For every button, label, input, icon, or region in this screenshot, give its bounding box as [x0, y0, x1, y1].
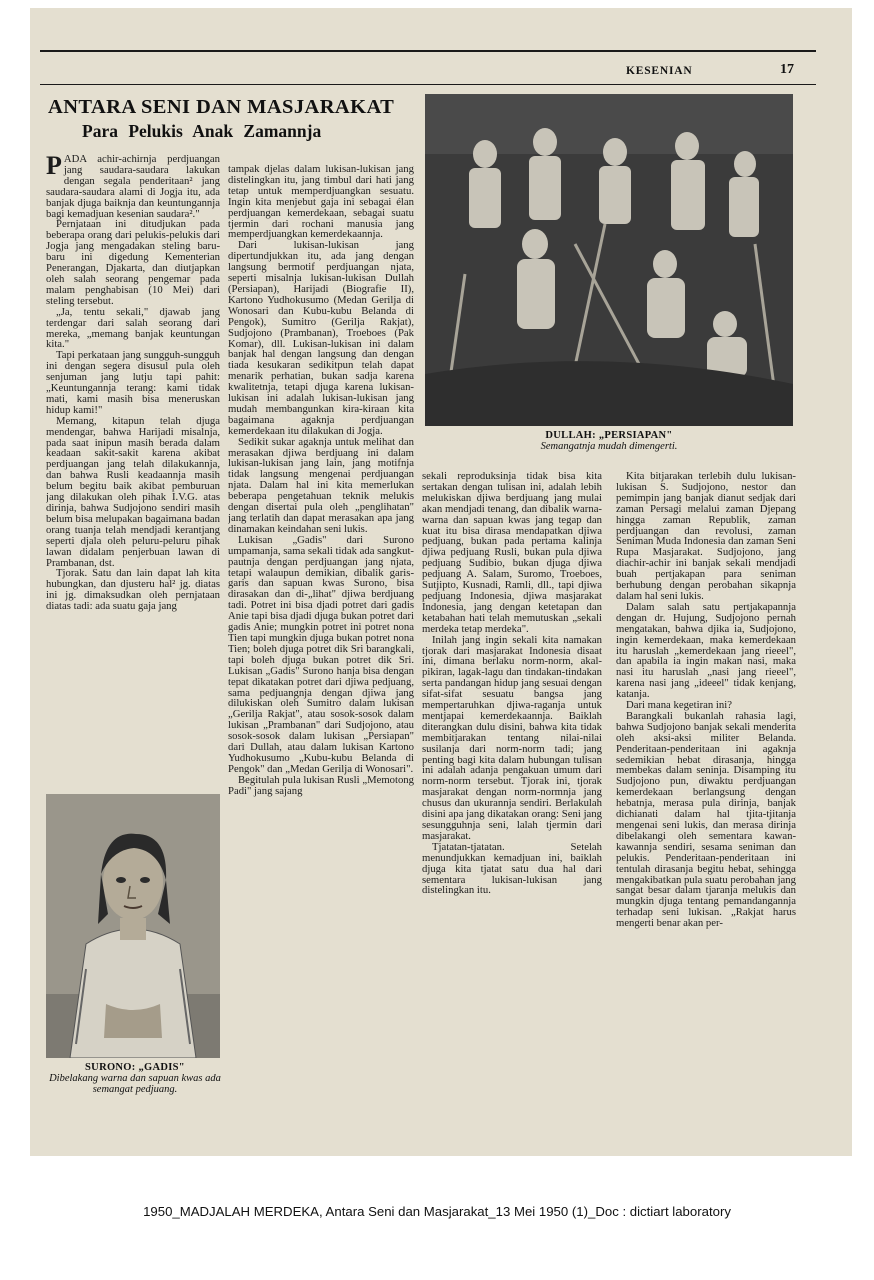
document-footer: 1950_MADJALAH MERDEKA, Antara Seni dan Masjarakat_13 Mei 1950 (1)_Doc : dictiart laboratory — [143, 1204, 731, 1219]
paragraph-12: sekali reproduksinja tidak bisa kita sertakan dengan tulisan ini, adalah lebih melukiskan djiwa berdjuang jang mulai akan mendjadi tenang, dan dibalik warna-warna dan sapuan kwas jang tegap dan kuat itu bisa dirasa mendapatkan djiwa pedjuang, bukan pada pertama kalinja djiwa pedjuang Rusli, bukan pula djiwa pedjuang Sudibio, bukan djuga djiwa pedjuang A. Salam, Suromo, Troeboes, Sutjipto, Kusnadi, Ramli, dll., tapi djiwa pedjuang Indonesia, djiwa masjarakat Indonesia, jang dengan ketetapan dan ketabahan hati telah memutuskan „sekali merdeka tetap merdeka". — [422, 471, 602, 635]
paragraph-14: Tjatatan-tjatatan. Setelah menundjukkan kemadjuan ini, baiklah djuga kita tjatat satu dua hal dari sementara lukisan-lukisan jang distelingkan itu. — [422, 840, 602, 897]
article-column-1 — [46, 154, 220, 788]
paragraph-17: Dari mana kegetiran ini? — [626, 699, 732, 712]
drop-cap: P — [46, 154, 62, 180]
article-column-3 — [422, 471, 602, 1111]
paragraph-10: Lukisan „Gadis" dari Surono umpamanja, sama sekali tidak ada sangkut-pautnja dengan perdjuangan jang njata, tetapi walaupun demikian, dibalik garis-garis dan sapuan kwas Surono, bisa dirasakan dan di-„lihat" djiwa berdjuang tadi. Potret ini bisa djadi potret dari gadis Anie tapi bisa djadi djuga bukan potret dari gadis Anie; mungkin potret ini potret nona Tien tapi mungkin djuga bukan potret nona Tien; boleh djuga potret dik Sri barangkali, tapi boleh djuga bukan potret dik Sri. Lukisan „Gadis" Surono hanja bisa dengan tepat dikatakan potret dari djiwa pedjuang, sama pedjuangnja dengan djiwa jang dilukiskan oleh Sumitro dalam lukisan „Gerilja Rakjat", atau sosok-sosok dalam lukisan „Prambanan" dari Sudjojono, atau sosok-sosok dalam lukisan „Persiapan" dari Dullah, atau dalam lukisan Kartono Yudhokusumo „Kubu-kubu Belanda di Pengok" dan „Medan Gerilja di Wonosari". — [228, 533, 414, 775]
header-rule-bottom — [40, 84, 816, 85]
article-subtitle: Para Pelukis Anak Zamannja — [82, 121, 322, 141]
page-number: 17 — [780, 62, 794, 77]
article-column-4 — [616, 471, 796, 1111]
paragraph-16: Dalam salah satu pertjakapannja dengan dr. Hujung, Sudjojono pernah mengatakan, bahwa djika ia, Sudjojono, ingin kemerdekaan, maka kemerdekaan itu haruslah „kemerdekaan jang rieeel", dan apabila ia ingin makan nasi, maka nasi itu haruslah „nasi jang rieeel", karena nasi jang „ideeel" tidak kenjang, katanja. — [616, 600, 796, 701]
surono-caption — [40, 1062, 230, 1095]
dullah-persiapan-photo — [425, 94, 793, 426]
article-column-2 — [228, 164, 414, 1116]
paragraph-8: Dari lukisan-lukisan jang dipertundjukkan itu, ada jang dengan langsung bermotif perdjuangan njata, seperti misalnja lukisan-lukisan Dullah (Persiapan), Harijadi (Biografie II), Kartono Yudhokusumo (Medan Gerilja di Wonosari dan Kubu-kubu Belanda di Pengok), Sumitro (Gerilja Rakjat), Sudjojono (Prambanan), Troeboes (Pak Komar), dll. Lukisan-lukisan ini dalam banjak hal dengan langsung dan dengan tiada kesukaran sedikitpun telah dapat menarik perhatian, bukan sadja karena kwalitetnja, tetapi djuga karena lukisan-lukisan ini adalah lukisan-lukisan jang mudah membangunkan kira-kiraan kita bagaimana agaknja perdjuangan kemerdekaan itu dilakukan di Jogja. — [228, 239, 414, 437]
paragraph-6: Tjorak. Satu dan lain dapat lah kita hubungkan, dan djusteru hal² jg. diatas ini jg. dimaksudkan oleh pernjataan diatas tadi: ada suatu gaja jang — [46, 567, 220, 613]
magazine-page — [30, 8, 852, 1156]
surono-caption-text: Dibelakang warna dan sapuan kwas ada semangat pedjuang. — [49, 1073, 221, 1095]
dullah-caption — [425, 430, 793, 452]
painting-gadis — [46, 794, 220, 1058]
paragraph-13: Inilah jang ingin sekali kita namakan tjorak dari masjarakat Indonesia disaat ini, dimana berlaku norm-norm, akal-pikiran, lagak-lagu dan tindakan-tindakan serta pandangan hidup jang sesuai dengan sifat-sifat sesuatu bangsa jang mempertaruhkan djiwa-raganja untuk mentjapai kemerdekaannja. Baiklah diterangkan dulu disini, bahwa kita tidak membitjarakan tentang nilai-nilai susilanja dari norm-norm tadi; jang penting bagi kita dalam hubungan tulisan ini adalah adanja pengakuan umum dari norm-norm tersebut. Tjorak ini, tjorak masjarakat dengan norm-normnja jang chusus dan ukurannja sendiri. Berlakulah disini apa jang dikatakan orang: Seni jang sesungguhnja seni, lalah tjermin dari masjarakat. — [422, 633, 602, 842]
painting-persiapan — [425, 94, 793, 426]
article-title: ANTARA SENI DAN MASJARAKAT — [48, 96, 395, 118]
paragraph-4: Tapi perkataan jang sungguh-sungguh ini dengan segera disusul pula oleh senjuman jang lutju tapi pahit: „Keuntungannja terang: kami tidak mati, kami masih bisa meneruskan hidup kami!" — [46, 349, 220, 416]
paragraph-7: tampak djelas dalam lukisan-lukisan jang distelingkan itu, jang timbul dari hati jang tetap untuk memperdjuangkan sesuatu. Ingin kita menjebut gaja ini sebagai élan perdjuangan kemerdekaan, sebagai suatu tjermin dari rochani manusia jang memperdjuangkan kemerdekaannja. — [228, 164, 414, 241]
paragraph-9: Sedikit sukar agaknja untuk melihat dan merasakan djiwa berdjuang ini dalam lukisan-lukisan jang lain, jang motifnja tidak langsung mengenai perdjuangan njata. Dalam hal ini kita memerlukan beberapa pengetahuan teknik melukis dengan disertai pula oleh „penglihatan" jang terlatih dan dapat merasakan apa jang dinamakan keindahan seni lukis. — [228, 435, 414, 535]
paragraph-18: Barangkali bukanlah rahasia lagi, bahwa Sudjojono banjak sekali menderita oleh aksi-aksi militer Belanda. Penderitaan-penderitaan ini agaknja sedemikian hebat dirasanja, hingga membekas dalam seninja. Disamping itu Sudjojono pun, diwaktu perdjuangan kemerdekaan berlangsung dengan hebatnja, merasa pula dirinja, banjak dichianati dalam hal tjita-tjitanja mengenai seni lukis, dan merasa dirinja dibelakangi oleh sementara kawan-kawannja sendiri, sesama seniman dan pelukis. Penderitaan-penderitaan ini tentulah dirasanja begitu hebat, sehingga mengakibatkan pula suatu perobahan jang sangat besar dalam tjaranja melukis dan mungkin djuga tentang pemandangannja terhadap seni lukisan. „Rakjat harus mengerti benar akan per- — [616, 709, 796, 930]
dullah-caption-title: DULLAH: „PERSIAPAN" — [545, 430, 673, 441]
paragraph-11: Begitulah pula lukisan Rusli „Memotong Padi" jang sajang — [228, 773, 414, 797]
paragraph-15: Kita bitjarakan terlebih dulu lukisan-lukisan S. Sudjojono, nestor dan pemimpin jang banjak dianut sedjak dari zaman Persagi melalui zaman Djepang hingga zaman Republik, zaman perdjuangan dan revolusi, zaman Seniman Muda Indonesia dan zaman Seni Rupa Masjarakat. Sudjojono, jang diachir-achir ini banjak sekali mendjadi buah pertjakapan para seniman berhubung dengan perobahan sikapnja dalam hal seni lukis. — [616, 471, 796, 602]
paragraph-2: Pernjataan ini ditudjukan pada beberapa orang dari pelukis-pelukis dari Jogja jang mengadakan steling baru-baru ini digedung Kementerian Penerangan, Djakarta, dan diutjapkan oleh salah seorang pengemar pada malam penghabisan (10 Mei) dari steling tersebut. — [46, 218, 220, 307]
header-rule-top — [40, 50, 816, 52]
paragraph-3: „Ja, tentu sekali," djawab jang terdengar dari salah seorang dari mereka, „memang banjak keuntungan kita." — [46, 305, 220, 351]
surono-caption-title: SURONO: „GADIS" — [85, 1062, 185, 1073]
dullah-caption-text: Semangatnja mudah dimengerti. — [540, 441, 678, 452]
paragraph-1: PADA achir-achirnja perdjuangan jang saudara-saudara lakukan dengan segala penderitaan² jang saudara-saudara alami di Jogja itu, ada banjak djuga baiknja dan keuntungannja bagi kemadjuan kesenian saudara²." — [46, 154, 220, 220]
paragraph-5: Memang, kitapun telah djuga mendengar, bahwa Harijadi misalnja, pada saat inipun masih berada dalam keadaan sakit-sakit karena akibat perdjuangan jang telah dilakukannja, dan bahwa Rusli keadaannja masih belum begitu baik akibat pemburuan jang dilakukan oleh pihak I.V.G. atas dirinja, bahwa Sudjojono sendiri masih belum bisa melupakan bagaimana badan orang tuanja telah mendjadi kerantjang seperti djala oleh peluru-peluru pihak lawan didalam penjerbuan lawan di Prambanan, dst. — [46, 414, 220, 569]
surono-gadis-photo — [46, 794, 220, 1058]
section-name: KESENIAN — [626, 65, 693, 77]
